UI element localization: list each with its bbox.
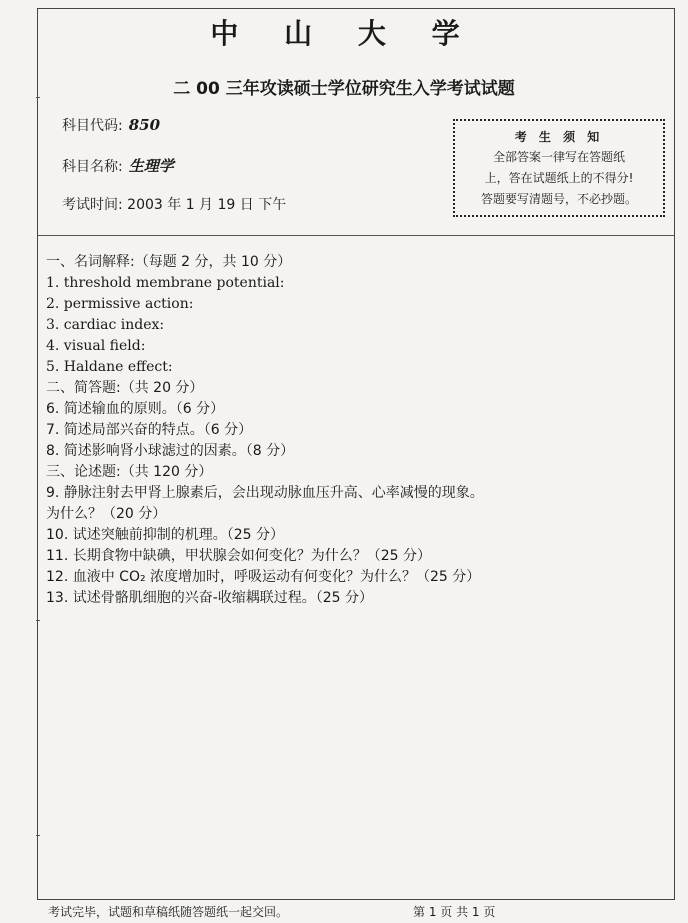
section-heading: 一、名词解释:（每题 2 分，共 10 分）	[46, 254, 292, 270]
header-divider	[38, 235, 674, 236]
question-item: 7. 简述局部兴奋的特点。（6 分）	[46, 422, 253, 438]
subject-code-value: 850	[128, 116, 161, 134]
subject-code-label: 科目代码:	[62, 118, 123, 134]
question-item: 1. threshold membrane potential:	[46, 275, 285, 291]
subject-name-value: 生理学	[128, 157, 174, 175]
question-item: 6. 简述输血的原则。（6 分）	[46, 401, 225, 417]
question-item-continuation: 为什么？（20 分）	[46, 506, 167, 522]
question-item: 5. Haldane effect:	[46, 359, 173, 375]
question-item: 8. 简述影响肾小球滤过的因素。（8 分）	[46, 443, 295, 459]
question-item: 4. visual field:	[46, 338, 146, 354]
notice-line-3: 答题要写清题号，不必抄题。	[480, 192, 637, 206]
question-item: 13. 试述骨骼肌细胞的兴奋-收缩耦联过程。（25 分）	[46, 590, 374, 606]
notice-title: 考 生 须 知	[514, 130, 604, 144]
notice-line-1: 全部答案一律写在答题纸	[492, 150, 625, 164]
binding-mark	[36, 835, 40, 836]
subject-name-row	[62, 155, 174, 176]
question-item: 10. 试述突触前抑制的机理。（25 分）	[46, 527, 284, 543]
footer-instruction: 考试完毕，试题和草稿纸随答题纸一起交回。	[48, 905, 289, 919]
binding-mark	[36, 620, 40, 621]
candidate-notice-box	[453, 119, 665, 217]
section-heading: 二、简答题:（共 20 分）	[46, 380, 204, 396]
section-heading: 三、论述题:（共 120 分）	[46, 464, 213, 480]
question-list	[46, 252, 646, 609]
subject-name-label: 科目名称:	[62, 159, 123, 175]
question-item: 12. 血液中 CO₂ 浓度增加时，呼吸运动有何变化？为什么？（25 分）	[46, 569, 481, 585]
exam-title: 二 00 三年攻读硕士学位研究生入学考试试题	[173, 79, 515, 99]
page-indicator: 第 1 页 共 1 页	[413, 905, 496, 919]
exam-time: 考试时间: 2003 年 1 月 19 日 下午	[62, 197, 287, 213]
university-title: 中 山 大 学	[210, 17, 478, 50]
notice-line-2: 上，答在试题纸上的不得分!	[484, 171, 634, 185]
exam-time-row	[62, 194, 286, 214]
question-item: 2. permissive action:	[46, 296, 194, 312]
subject-code-row	[62, 115, 160, 135]
question-item: 11. 长期食物中缺碘，甲状腺会如何变化？为什么？（25 分）	[46, 548, 431, 564]
binding-mark	[36, 97, 40, 98]
question-item: 9. 静脉注射去甲肾上腺素后，会出现动脉血压升高、心率减慢的现象。	[46, 485, 484, 501]
question-item: 3. cardiac index:	[46, 317, 165, 333]
